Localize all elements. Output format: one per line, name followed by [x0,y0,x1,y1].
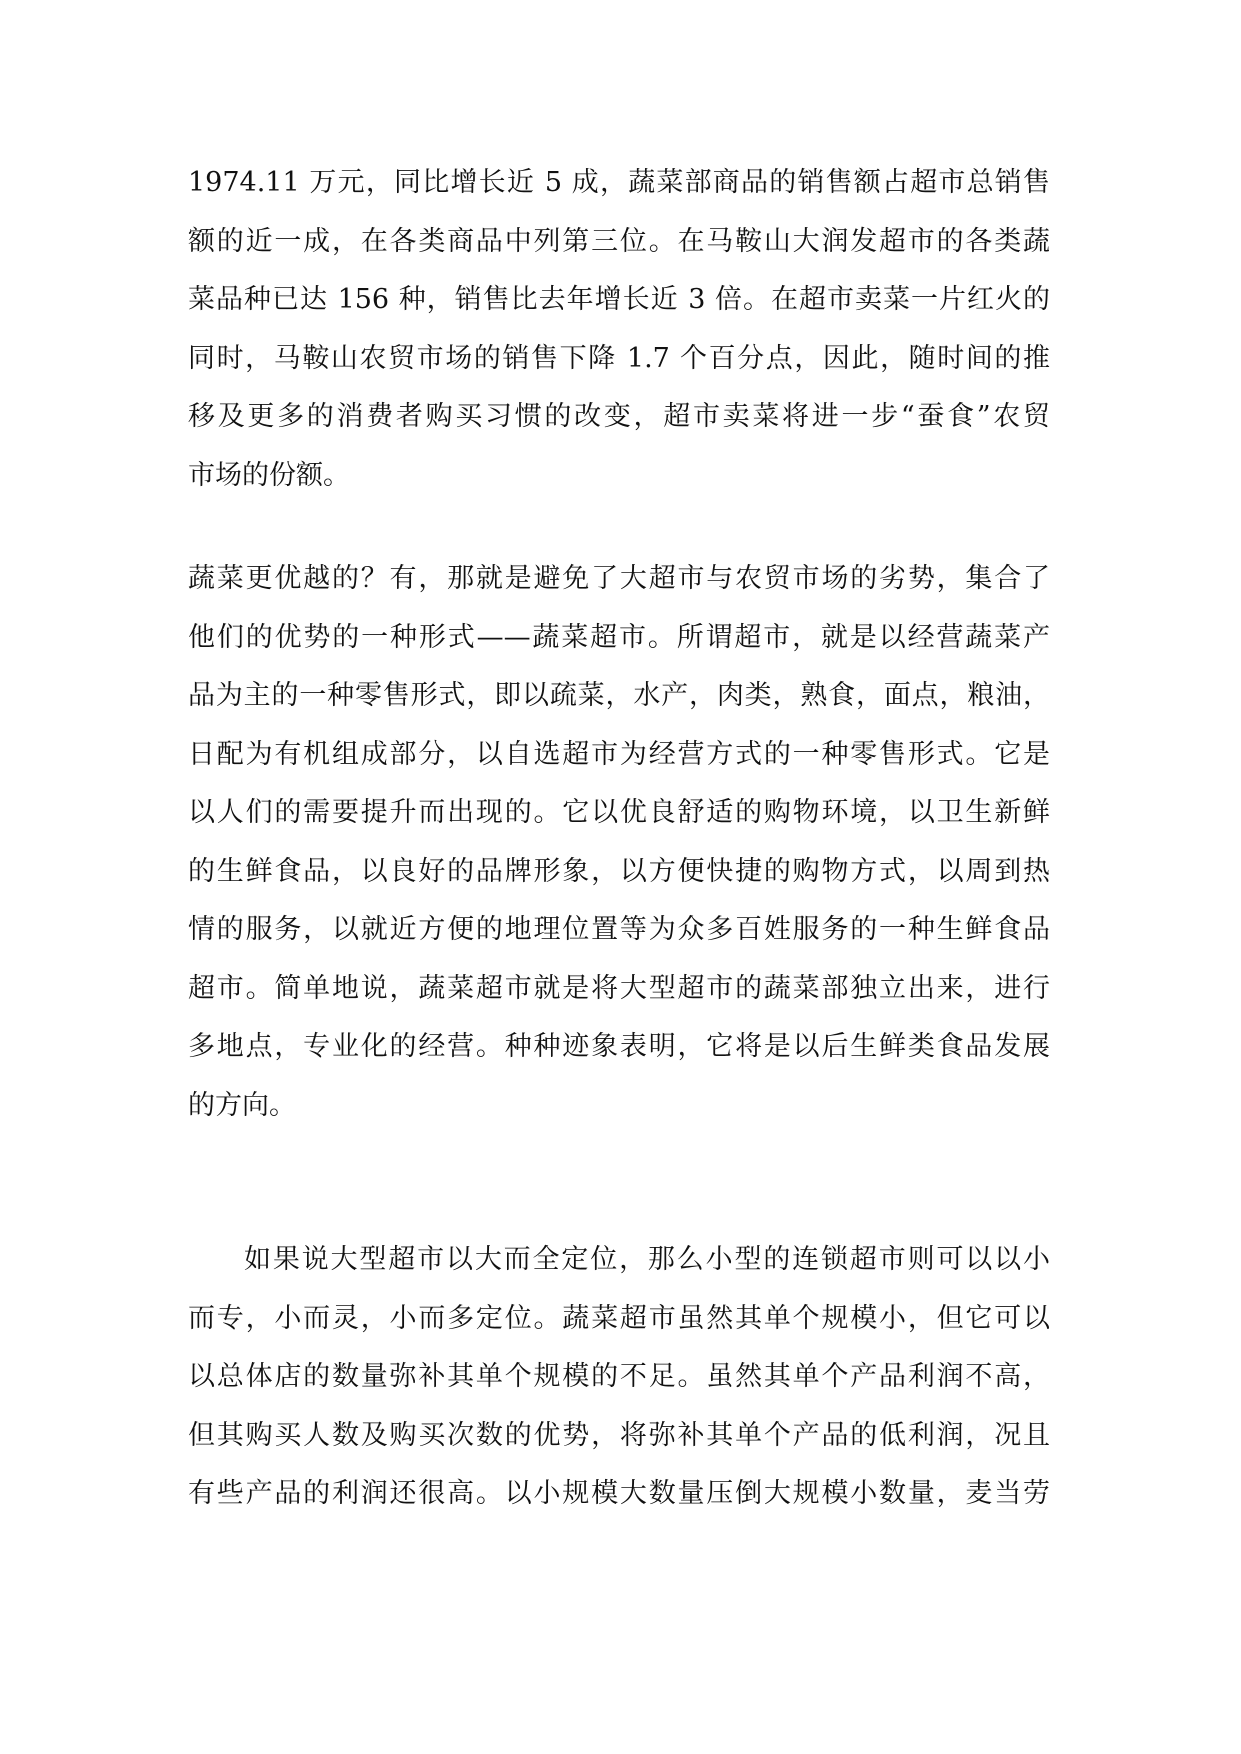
text-line: 有些产品的利润还很高。以小规模大数量压倒大规模小数量，麦当劳 [188,1478,1050,1509]
text-line: 多地点，专业化的经营。种种迹象表明，它将是以后生鲜类食品发展 [188,1031,1050,1062]
text-line: 如果说大型超市以大而全定位，那么小型的连锁超市则可以以小 [244,1244,1050,1275]
text-line: 1974.11 万元，同比增长近 5 成，蔬菜部商品的销售额占超市总销售 [188,167,1050,198]
paragraph-1 [188,154,1050,505]
text-line: 额的近一成，在各类商品中列第三位。在马鞍山大润发超市的各类蔬 [188,225,1050,257]
text-line: 情的服务，以就近方便的地理位置等为众多百姓服务的一种生鲜食品 [188,914,1050,945]
text-line: 但其购买人数及购买次数的优势，将弥补其单个产品的低利润，况且 [188,1419,1050,1451]
text-line: 菜品种已达 156 种，销售比去年增长近 3 倍。在超市卖菜一片红火的 [188,284,1050,315]
paragraph-3 [188,1231,1050,1524]
text-line: 而专，小而灵，小而多定位。蔬菜超市虽然其单个规模小，但它可以 [188,1302,1050,1334]
text-line: 同时，马鞍山农贸市场的销售下降 1.7 个百分点，因此，随时间的推 [188,342,1050,374]
text-line: 日配为有机组成部分，以自选超市为经营方式的一种零售形式。它是 [188,738,1050,770]
text-line: 超市。简单地说，蔬菜超市就是将大型超市的蔬菜部独立出来，进行 [188,972,1050,1004]
text-line: 市场的份额。 [188,459,350,491]
paragraph-2 [188,550,1050,1135]
text-line: 移及更多的消费者购买习惯的改变，超市卖菜将进一步“蚕食”农贸 [188,401,1050,432]
text-line: 以总体店的数量弥补其单个规模的不足。虽然其单个产品利润不高， [188,1361,1050,1392]
text-line: 的生鲜食品，以良好的品牌形象，以方便快捷的购物方式，以周到热 [188,855,1050,887]
text-line: 他们的优势的一种形式——蔬菜超市。所谓超市，就是以经营蔬菜产 [188,621,1050,653]
text-line: 的方向。 [188,1089,296,1121]
text-line: 品为主的一种零售形式，即以疏菜，水产，肉类，熟食，面点，粮油， [188,680,1050,711]
text-line: 蔬菜更优越的？有，那就是避免了大超市与农贸市场的劣势，集合了 [188,563,1050,594]
text-line: 以人们的需要提升而出现的。它以优良舒适的购物环境，以卫生新鲜 [188,797,1050,828]
